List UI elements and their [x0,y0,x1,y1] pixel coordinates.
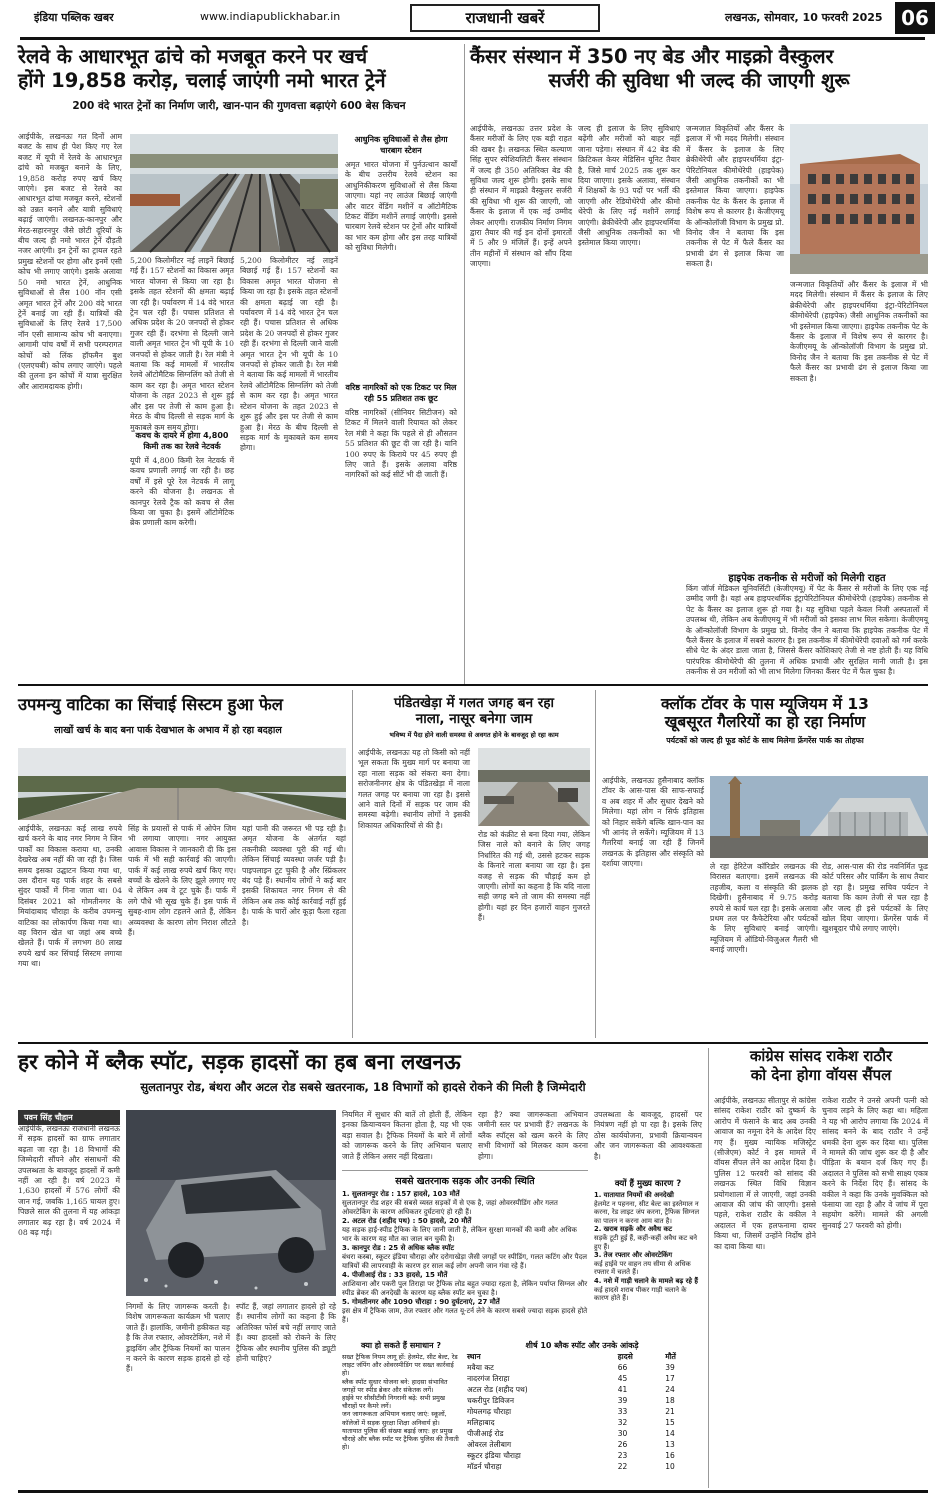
clocktower-subhead: पर्यटकों को जल्द ही फूड कोर्ट के साथ मिलेगा फ्रेंगरेंस पार्क का तोहफा [666,735,864,745]
page-number: 06 [895,2,935,34]
cancer-institute-photo [790,124,928,274]
table-header: स्थान [467,1351,481,1361]
table-row: चकरीपुर डिविजन 39 18 [467,1395,675,1405]
clocktower-headline-line1: क्लॉक टॉवर के पास म्यूजियम में 13 [661,695,869,713]
blackspot-text-col2b: स्पॉट हैं, जहां लगातार हादसे हो रहे हैं। स्थानीय लोगों का कहना है कि अतिरिक्त फोर्स बचे नहीं लगाए जाते हैं। क्या हादसों को रोकने के लिए ट्रैफिक और स्थानीय पुलिस की ड्यूटी होनी चाहिए? [236,1302,336,1364]
section-rule [18,684,928,686]
table-header: मौतें [665,1351,676,1361]
blackspot-text-col4: उपलब्धता के बावजूद, हादसों पर नियंत्रण नहीं हो पा रहा है। इसके लिए ठोस कार्ययोजना, प्रभावी क्रियान्वयन और जन जागरूकता की आवश्यकता है। [594,1110,702,1161]
blackspot-text-col1: आईपीके, लखनऊः राजधानी लखनऊ में सड़क हादसों का ग्राफ लगातार बढ़ता जा रहा है। 18 विभागों की जिम्मेदारी सौंपने और संसाधनों की उपलब्धता के बावजूद हादसों में कमी नहीं आ रही है। वर्ष 2023 में 1,630 हादसों में 576 लोगों की जान गई, जबकि 1,165 घायल हुए। पिछले साल की तुलना में यह आंकड़ा लगातार बढ़ रहा है। वर्ष 2024 में 08 बढ़ गई। [18,1124,120,1238]
table-row: मॉडर्न चौराहा 22 10 [467,1461,675,1471]
reason-item: 3. तेज रफ्तार और ओवरटेकिंग कई हाईवे पर वाहन तय सीमा से अधिक रफ्तार में चलते हैं। [594,1251,691,1277]
upmanyu-headline: उपमन्यु वाटिका का सिंचाई सिस्टम हुआ फेल [18,695,283,714]
panditkheda-headline-line1: पंडितखेड़ा में गलत जगह बन रहा [393,695,555,711]
reasons-title: क्यों हैं मुख्य कारण ? [614,1179,682,1189]
blackspot-table-title: शीर्ष 10 ब्लैक स्पॉट और उनके आंकड़े [525,1341,639,1350]
blackspot-table-box [464,1340,700,1486]
rathore-headline-line2: को देना होगा वॉयस सैंपल [750,1066,892,1085]
paper-name: इंडिया पब्लिक खबर [34,11,114,24]
railway-text-col3b: वरिष्ठ नागरिकों (सीनियर सिटीजन) को टिकट में मिलने वाली रियायत को लेकर रेल मंत्री ने कहा कि पहले से ही औसतन 55 प्रतिशत की छूट दी जा रही है। यानि 100 रुपए के किराये पर 45 रुपए ही लिए जाते हैं। इसके अलावा वरिष्ठ नागरिकों को कई सीटें भी दी जाती हैं। [345,408,457,480]
cancer-photo-caption: हाइपेक तकनीक से मरीजों को मिलेगी राहत [728,573,886,584]
railway-charbagh-subhead: आधुनिक सुविधाओं से लैस होगा चारबाग स्टेशन [354,135,448,155]
table-row: मवैया कट 66 39 [467,1362,675,1372]
rathore-text-col1: आईपीके, लखनऊः सीतापुर से कांग्रेस सांसद राकेश राठौर को दुष्कर्म के आरोप में फंसाने के बाद अब उनकी आवाज का नमूना देने के आदेश दिए गए हैं। मुख्य न्यायिक मजिस्ट्रेट (सीजेएम) कोर्ट ने इस मामले में वॉयस सैंपल लेने का आदेश दिया है। पुलिस 12 फरवरी को सांसद की लखनऊ स्थित विधि विज्ञान प्रयोगशाला में ले जाएगी, जहां उनकी आवाज की जांच की जाएगी। इससे पहले, राकेश राठौर के वकील ने अदालत में एक हलफनामा दायर किया था, जिसमें उन्होंने निर्दोष होने का दावा किया था। [714,1096,816,1251]
table-row: पीजीआई रोड 30 14 [467,1428,675,1438]
table-row: नादरगंज तिराहा 45 17 [467,1373,675,1383]
solutions-box [342,1340,460,1486]
table-row: ओवरल तेलीबाग 26 13 [467,1439,675,1449]
page-header [0,0,945,42]
reason-item: 1. यातायात नियमों की अनदेखी हेलमेट न पहनना, सीट बेल्ट का इस्तेमाल न करना, रेड लाइट जंप करना, ट्रैफिक सिग्नल का पालन न करना आम बात है। [594,1191,700,1225]
table-row: अटल रोड (शहीद पथ) 41 24 [467,1384,675,1394]
blackspot-text-col3: रहा है? क्या जागरूकता अभियान जमीनी स्तर पर प्रभावी हैं? लखनऊ के ब्लैक स्पॉट्स को खत्म करने के लिए सभी विभागों को मिलकर काम करना होगा। [478,1110,588,1161]
railway-kavach-subhead: कवच के दायरे में होगा 4,800 किमी तक का रेलवे नेटवर्क [135,431,229,451]
clocktower-headline-line2: खूबसूरत गैलरियों का हो रहा निर्माण [664,712,866,731]
reason-item: 4. नशे में गाड़ी चलाने के मामले बढ़ रहे हैं कई हादसे शराब पीकर गाड़ी चलाने के कारण होते हैं। [594,1276,698,1303]
solution-item: ब्लैक स्पॉट सुधार योजना बने: हादसा संभावित जगहों पर स्पीड ब्रेकर और संकेतक लगें। [342,1377,448,1394]
railway-headline-line1: रेलवे के आधारभूत ढांचे को मजबूत करने पर खर्च [18,45,368,68]
cancer-caption-body: किंग जॉर्ज मेडिकल यूनिवर्सिटी (केजीएमयू) में पेट के कैंसर से मरीजों के लिए एक नई उम्मीद जगी है। यहां अब हाइपरथर्मिक इंट्रापेरिटोनियल कीमोथेरेपी (हाइपेक) तकनीक से पेट के कैंसर का इलाज शुरू हो गया है। यह सुविधा पहले केवल निजी अस्पतालों में उपलब्ध थी, लेकिन अब केजीएमयू में भी मरीजों को इसका लाभ मिल सकेगा। केजीएमयू के ऑन्कोलॉजी विभाग के प्रमुख प्रो. विनोद जैन ने बताया कि हाइपेक तकनीक पेट में फैले कैंसर के इलाज में सबसे कारगर है। इस तकनीक में कीमोथेरेपी दवाओं को गर्म करके सीधे पेट के अंदर डाला जाता है, जिससे कैंसर कोशिकाएं तेजी से नष्ट होती हैं। यह विधि पारंपरिक कीमोथेरेपी की तुलना में अधिक प्रभावी और सुरक्षित मानी जाती है। इस तकनीक से उन मरीजों को भी लाभ मिलेगा जिनका कैंसर पेट में फैल चुका है। [686,584,928,677]
panditkheda-subhead: भविष्य में पैदा होने वाली समस्या से अवगत होने के बावजूद हो रहा काम [389,731,559,740]
road-item: 1. सुलतानपुर रोड : 157 हादसे, 103 मौतें सुलतानपुर रोड शहर की सबसे व्यस्त सड़कों में से एक है, जहां ओवरस्पीडिंग और गलत ओवरटेकिंग के कारण अधिकतर दुर्घटनाएं हो रही हैं। [342,1190,558,1216]
upmanyu-text-col1: आईपीके, लखनऊः कई लाख रुपये खर्च करने के बाद नगर निगम ने जिन पार्कों का विकास कराया था, उनकी देखरेख अब नहीं की जा रही है। जिस समय इसका उद्घाटन किया गया था, उस दौरान यह पार्क शहर के सबसे सुंदर पार्कों में गिना जाता था। 04 दिसंबर 2021 को गोमतीनगर के मियांदाबाद चौराहा के करीब उपमन्यु वाटिका का लोकार्पण किया गया था। वह विरान खेत था जहां अब बच्चे खेलते हैं। पार्क में लगभग 80 लाख रुपये खर्च कर सिंचाई सिस्टम लगाया गया था। [18,824,122,969]
road-item: 2. अटल रोड (शहीद पथ) : 50 हादसे, 20 मौतें यह सड़क हाई-स्पीड ट्रैफिक के लिए जानी जाती है, लेकिन सुरक्षा मानकों की कमी और अधिक भार के कारण यह मौत का जाल बन चुकी है। [342,1217,577,1243]
header-rule [20,37,925,40]
railway-text-col2: 5,200 किलोमीटर नई लाइनें बिछाई गई हैं। 157 स्टेशनों का विकास अमृत भारत योजना से किया जा रहा है। इसके तहत स्टेशनों की क्षमता बढ़ाई जा रही है। पर्यावरण में 14 वंदे भारत ट्रेन चल रही हैं। पचास प्रतिशत से अधिक प्रदेश के 20 जनपदों से होकर गुजर रही हैं। दरभंगा से दिल्ली जाने वाली अमृत भारत ट्रेन भी यूपी के 10 जनपदों से होकर जाती है। रेल मंत्री ने बताया कि कई मामलों में भारतीय रेलवे ऑटोमैटिक सिग्नलिंग को तेजी से काम कर रहा है। अमृत भारत स्टेशन योजना के तहत 2023 से शुरू हुई और इस पर तेजी से काम हुआ है। मेरठ के बीच दिल्ली से सड़क मार्ग के मुकाबले कम समय होगा। [130,256,234,432]
upmanyu-story [18,696,318,736]
solutions-title: क्या हो सकते हैं समाधान ? [361,1341,441,1350]
table-header: हादसे [617,1351,633,1361]
solution-item: यातायात पुलिस की संख्या बढ़ाई जाए: हर प्रमुख चौराहे और ब्लैक स्पॉट पर ट्रैफिक पुलिस की तैनाती हो। [342,1426,459,1452]
clocktower-text-col1: आईपीके, लखनऊः हुसैनाबाद क्लॉक टॉवर के आस-पास की साफ-सफाई व अब शहर में और सुधार देखने को मिलेगा। यहां लोग न सिर्फ इतिहास को निहार सकेंगे बल्कि खान-पान का भी आनंद ले सकेंगे। म्यूजियम में 13 गैलरियां बनाई जा रही हैं जिनमें लखनऊ के इतिहास और संस्कृति को दर्शाया जाएगा। [602,776,704,869]
railway-text-col3: अमृत भारत योजना में पुर्नउत्थान कार्यों के बीच उत्तरीय रेलवे स्टेशन का आधुनिकीकरण सुविधाओं से लैस किया जाएगा। यहां नए लाउंज बिछाई जाएंगी और वाटर वेंडिंग मशीनें व ऑटोमैटिक टिकट वेंडिंग मशीनें लगाई जाएंगी। इससे चारबाग रेलवे स्टेशन पर ट्रेनों और यात्रियों का भार कम होगा और इस तरह यात्रियों को सुविधा मिलेगी। [345,160,457,253]
solution-item: हाईवे पर सीसीटीवी निगरानी बढ़े: सभी प्रमुख चौराहों पर कैमरे लगें। [342,1394,446,1411]
blackspot-table [464,1351,700,1472]
table-row: गोयलगढ़ चौराहा 33 21 [467,1406,675,1416]
cancer-headline-line2: सर्जरी की सुविधा भी जल्द की जाएगी शुरू [548,69,850,93]
cancer-text-col2: जल्द ही इलाज के लिए सुविधाएं बढ़ेंगी और मरीजों को बाहर नहीं जाना पड़ेगा। संस्थान में 42 बेड की क्रिटिकल केयर मेडिसिन यूनिट तैयार है, जिसे मार्च 2025 तक शुरू कर दिया जाएगा। इसके अलावा, संस्थान में शिक्षकों के 93 पदों पर भर्ती की जाएगी और रेडियोथेरेपी और कीमो थेरेपी के लिए नई मशीनें लगाई जाएंगी। ब्रेकीथेरेपी और हाइपरथर्मिया जैसी आधुनिक तकनीकों का भी इस्तेमाल किया जाएगा। [578,124,680,248]
upmanyu-text-col3: यहां पानी की जरूरत भी पड़ रही है। अमृत योजना के अंतर्गत यहां तकनीकी व्यवस्था पूरी की गई थी। लेकिन सिंचाई व्यवस्था जर्जर पड़ी है। पाइपलाइन टूट चुकी है और स्प्रिंकलर बंद पड़े हैं। स्थानीय लोगों ने कई बार इसकी शिकायत नगर निगम से की लेकिन अब तक कोई कार्रवाई नहीं हुई है। पार्क के चारों ओर कूड़ा फैला रहता है। [242,824,346,927]
panditkheda-story [358,696,590,739]
road-item: 5. गोमतीनगर और 1090 चौराहा : 90 दुर्घटनाएं, 27 मौतें इस क्षेत्र में ट्रैफिक जाम, तेज रफ्तार और गलत यू-टर्न लेने के कारण सबसे ज्यादा सड़क हादसे होते हैं। [342,1298,588,1324]
blackspot-byline: पवन सिंह चौहान [18,1110,120,1125]
section-rule [18,1042,928,1044]
panditkheda-text-col1: आईपीके, लखनऊः यह तो किसी को नहीं भूल सकता कि मुख्य मार्ग पर बनाया जा रहा नाला सड़क को संकरा बना देगा। सरोजनीनगर क्षेत्र के पंडितखेड़ा में नाला गलत जगह पर बनाया जा रहा है। इससे आने वाले दिनों में सड़क पर जाम की समस्या बढ़ेगी। स्थानीय लोगों ने इसकी शिकायत अधिकारियों से की है। [358,748,470,830]
dangerous-roads-title: सबसे खतरनाक सड़क और उनकी स्थिति [395,1176,535,1187]
panditkheda-headline-line2: नाला, नासूर बनेगा जाम [415,710,533,727]
upmanyu-subhead: लाखों खर्च के बाद बना पार्क देखभाल के अभाव में हो रहा बदहाल [54,724,282,736]
column-divider [708,1048,709,1488]
column-divider [352,690,353,1038]
issue-date: लखनऊ, सोमवार, 10 फरवरी 2025 [725,11,883,24]
table-row: स्कूटर इंडिया चौराहा 23 16 [467,1450,675,1460]
panditkheda-text-col2: रोड को कंक्रीट से बना दिया गया, लेकिन जिस नाले को बनाने के लिए जगह निर्धारित की गई थी, उससे हटकर सड़क के किनारे नाला बनाया जा रहा है। इस वजह से सड़क की चौड़ाई कम हो जाएगी। लोगों का कहना है कि यदि नाला सही जगह बने तो जाम की समस्या नहीं होगी। यहां हर दिन हजारों वाहन गुजरते हैं। [478,830,590,923]
clocktower-story [602,696,928,746]
cancer-headline-line1: कैंसर संस्थान में 350 नए बेड और माइक्रो वैस्कुलर [470,45,834,68]
paper-url[interactable]: www.indiapublickhabar.in [200,10,341,23]
railway-story [18,46,460,113]
table-row: मलिहाबाद 32 15 [467,1417,675,1427]
railway-headline-line2: होंगे 19,858 करोड़, चलाई जाएंगी नमो भारत ट्रेनें [18,69,386,93]
blackspot-text-col1b: निगमों के लिए जागरूक करती है। विशेष जागरूकता कार्यक्रम भी चलाए जाते हैं। हालांकि, जमीनी हकीकत यह है कि तेज रफ्तार, ओवरटेकिंग, नशे में ड्राइविंग और ट्रैफिक नियमों का पालन न करने के कारण सड़क हादसे हो रहे हैं। [126,1302,230,1374]
reasons-box [594,1178,702,1334]
cancer-text-col4: जन्मजात विकृतियों और कैंसर के इलाज में भी मदद मिलेगी। संस्थान में कैंसर के इलाज के लिए ब्रेकीथेरेपी और हाइपरथर्मिया इंट्रा-पेरिटोनियल कीमोथेरेपी (हाइपेक) जैसी आधुनिक तकनीकों का भी इस्तेमाल किया जाएगा। हाइपेक तकनीक पेट के कैंसर के इलाज में विशेष रूप से कारगर है। केजीएमयू के ऑन्कोलॉजी विभाग के प्रमुख प्रो. विनोद जैन ने बताया कि इस तकनीक से पेट में फैले कैंसर का प्रभावी ढंग से इलाज किया जा सकता है। [790,280,928,383]
rathore-text-col2: राकेश राठौर ने उनसे अपनी पत्नी को चुनाव लड़ने के लिए कहा था। महिला ने यह भी आरोप लगाया कि 2024 में सांसद बनने के बाद राठौर ने उन्हें धमकी देना शुरू कर दिया था। पुलिस ने मामले की जांच शुरू कर दी है और पीड़िता के बयान दर्ज किए गए हैं। अदालत ने पुलिस को सभी साक्ष्य एकत्र करने के निर्देश दिए हैं। सांसद के वकील ने कहा कि उनके मुवक्किल को फंसाया जा रहा है और वे जांच में पूरा सहयोग करेंगे। मामले की अगली सुनवाई 27 फरवरी को होगी। [822,1096,928,1230]
blackspot-text-col2: नियमित में सुधार की बातें तो होती हैं, लेकिन इनका क्रियान्वयन कितना होता है, यह भी एक बड़ा सवाल है। ट्रैफिक नियमों के बारे में लोगों को जागरूक करने के लिए अभियान चलाए जाते हैं लेकिन असर नहीं दिखता। [342,1110,472,1161]
blackspot-story [18,1050,708,1095]
cancer-text-col1: आईपीके, लखनऊः उत्तर प्रदेश के कैंसर मरीजों के लिए एक बड़ी राहत की खबर है। लखनऊ स्थित कल्याण सिंह सुपर स्पेशियलिटी कैंसर संस्थान में जल्द ही 350 अतिरिक्त बेड की सुविधा जल्द शुरू होगी। इसके साथ ही संस्थान में माइक्रो वैस्कुलर सर्जरी की सुविधा भी शुरू की जाएगी, जो कैंसर के इलाज में एक नई उम्मीद लेकर आएगी। राजकीय निर्माण निगम द्वारा तैयार की गई इन दोनों इमारतों में 5 और 9 मंजिलें हैं। इन्हें अपने तीन महीनों में संस्थान को सौंप दिया जाएगा। [470,124,572,269]
clocktower-text-col3: रोड, आस-पास की रोड नवनिर्मित फूड कोर्ट परिसर और पार्किंग के साथ तैयार हो रहा है। प्रमुख सचिव पर्यटन ने बताया कि काम तेजी से चल रहा है और जल्द ही इसे पर्यटकों के लिए खोल दिया जाएगा। फ्रेंगरेंस पार्क में खुशबूदार पौधे लगाए जाएंगे। [822,862,928,934]
road-item: 3. कानपुर रोड : 25 से अधिक ब्लैक स्पॉट बंथरा कस्बा, स्कूटर इंडिया चौराहा और दरोगाखेड़ा जैसी जगहों पर स्पीडिंग, गलत कटिंग और पैदल यात्रियों की लापरवाही के कारण हर साल कई लोग अपनी जान गंवा रहे हैं। [342,1244,587,1270]
solution-item: सख्त ट्रैफिक नियम लागू हों: हेलमेट, सीट बेल्ट, रेड लाइट जंपिंग और ओवरस्पीडिंग पर सख्त कार्रवाई हो। [342,1353,458,1378]
dangerous-roads-box [342,1170,588,1330]
blackspot-subhead: सुलतानपुर रोड, बंथरा और अटल रोड सबसे खतरनाक, 18 विभागों को हादसे रोकने की मिली है जिम्मेदारी [140,1080,586,1095]
clocktower-museum-photo [710,776,928,858]
column-divider [595,690,596,1038]
cancer-story [470,46,928,93]
cancer-text-col3: जन्मजात विकृतियों और कैंसर के इलाज में भी मदद मिलेगी। संस्थान में कैंसर के इलाज के लिए ब्रेकीथेरेपी और हाइपरथर्मिया इंट्रा-पेरिटोनियल कीमोथेरेपी (हाइपेक) जैसी आधुनिक तकनीकों का भी इस्तेमाल किया जाएगा। हाइपेक तकनीक पेट के कैंसर के इलाज में विशेष रूप से कारगर है। केजीएमयू के ऑन्कोलॉजी विभाग के प्रमुख प्रो. विनोद जैन ने बताया कि इस तकनीक से पेट में फैले कैंसर का प्रभावी ढंग से इलाज किया जा सकता है। [686,124,784,269]
rathore-headline-line1: कांग्रेस सांसद राकेश राठौर [749,1047,893,1065]
footer-rule [18,1490,928,1493]
railway-subhead: 200 वंदे भारत ट्रेनों का निर्माण जारी, खान-पान की गुणवत्ता बढ़ाएंगे 600 बेस किचन [72,99,406,112]
clocktower-text-col2: ले रहा हेरिटेज कॉरिडोर लखनऊ की विरासत बताएगा। इसमें लखनऊ की तहजीब, कला व संस्कृति की झलक दिखेगी। हुसैनाबाद में 9.75 करोड़ रुपये से कार्य चल रहा है। इसके अलावा प्रथम तल पर कैफेटेरिया और पर्यटकों के लिए सुविधाएं बनाई जाएंगी। म्यूजियम में ऑडियो-विजुअल गैलरी भी बनाई जाएगी। [710,862,818,955]
reason-item: 2. खराब सड़कें और अवैध कट सड़कें टूटी हुई हैं, कहीं-कहीं अवैध कट बने हुए हैं। [594,1225,697,1251]
table-header-row [464,1351,700,1362]
blackspot-headline: हर कोने में ब्लैक स्पॉट, सड़क हादसों का हब बना लखनऊ [18,1050,461,1074]
column-divider [464,44,465,684]
railway-text-col2b: यूपी में 4,800 किमी रेल नेटवर्क में कवच प्रणाली लगाई जा रही है। छह वर्षों में इसे पूरे रेल नेटवर्क में लागू करने की योजना है। लखनऊ से कानपुर रेलवे ट्रैक को कवच से लैस किया जा चुका है। इसमें ऑटोमेटिक ब्रेक प्रणाली काम करेगी। [130,456,234,528]
railway-text-col2c: 5,200 किलोमीटर नई लाइनें बिछाई गई हैं। 157 स्टेशनों का विकास अमृत भारत योजना से किया जा रहा है। इसके तहत स्टेशनों की क्षमता बढ़ाई जा रही है। पर्यावरण में 14 वंदे भारत ट्रेन चल रही हैं। पचास प्रतिशत से अधिक प्रदेश के 20 जनपदों से होकर गुजर रही हैं। दरभंगा से दिल्ली जाने वाली अमृत भारत ट्रेन भी यूपी के 10 जनपदों से होकर जाती है। रेल मंत्री ने बताया कि कई मामलों में भारतीय रेलवे ऑटोमैटिक सिग्नलिंग को तेजी से काम कर रहा है। अमृत भारत स्टेशन योजना के तहत 2023 से शुरू हुई और इस पर तेजी से काम हुआ है। मेरठ के बीच दिल्ली से सड़क मार्ग के मुकाबले कम समय होगा। [240,256,338,453]
panditkheda-drain-photo [478,748,590,826]
road-item: 4. पीजीआई रोड : 33 हादसे, 15 मौतें आशियाना और पकरी पुल तिराहा पर ट्रैफिक लोड बहुत ज्यादा रहता है, लेकिन पर्याप्त सिग्नल और स्पीड ब्रेकर की अनदेखी के कारण यह ब्लैक स्पॉट बन चुका है। [342,1271,588,1297]
railway-senior-subhead: वरिष्ठ नागरिकों को एक टिकट पर मिल रही 55 प्रतिशत तक छूट [345,383,457,403]
rathore-story [714,1048,928,1085]
accident-car-photo [126,1110,336,1296]
railway-track-photo [130,134,338,252]
railway-text-col1: आईपीके, लखनऊः गत दिनों आम बजट के साथ ही पेश किए गए रेल बजट में यूपी में रेलवे के आधारभूत ढांचे को मजबूत बनाने के लिए, 19,858 करोड़ रुपए खर्च किए जाएंगे। इस बजट से रेलवे का आधारभूत ढांचा मजबूत करने, स्टेशनों को उन्नत बनाने और यात्री सुविधाएं बढ़ाई जाएंगी। लखनऊ-कानपुर और मेरठ-सहारनपुर जैसे छोटी दूरियों के बीच जल्द ही नमो भारत ट्रेनें दौड़ती नजर आएंगी। इन ट्रेनों का ट्रायल रहते प्रमुख स्टेशनों पर होगा और इनमें एसी कोच भी लगाए जाएंगे। इसके अलावा 50 नमो भारत ट्रेनें, आधुनिक सुविधाओं से लैस 100 नॉन एसी अमृत भारत ट्रेनें और 200 वंदे भारत ट्रेनें बनाई जा रही हैं। यात्रियों की सुविधाओं के लिए रेलवे 17,500 नॉन एसी सामान्य कोच भी बनाएगा। आगामी पांच वर्षों में सभी परम्परागत कोचों को लिंक हॉफमैन बुश (एलएचबी) कोच लगाए जाएंगे। पहले की तुलना इन कोचों में यात्रा सुरक्षित और आरामदायक होगी। [18,132,122,391]
upmanyu-park-photo [18,748,346,820]
upmanyu-text-col2: सिंह के प्रयासों से पार्क में ओपेन जिम भी लगाया जाएगा। नगर आयुक्त आवास विकास ने जानकारी दी कि इस पार्क में भी सही कार्रवाई की जाएगी। पार्क में कई लाख रुपये खर्च किए गए। बच्चों के खेलने के लिए झूले लगाए गए थे लेकिन अब वे टूट चुके हैं। पार्क में लगे पौधे भी सूख चुके हैं। इस पार्क में सुबह-शाम लोग टहलने आते हैं, लेकिन अव्यवस्था के कारण लोग निराश लौटते हैं। [128,824,236,938]
section-title: राजधानी खबरें [410,4,600,32]
solution-item: जन जागरूकता अभियान चलाए जाएं: स्कूलों, कॉलेजों में सड़क सुरक्षा शिक्षा अनिवार्य हो। [342,1410,447,1427]
